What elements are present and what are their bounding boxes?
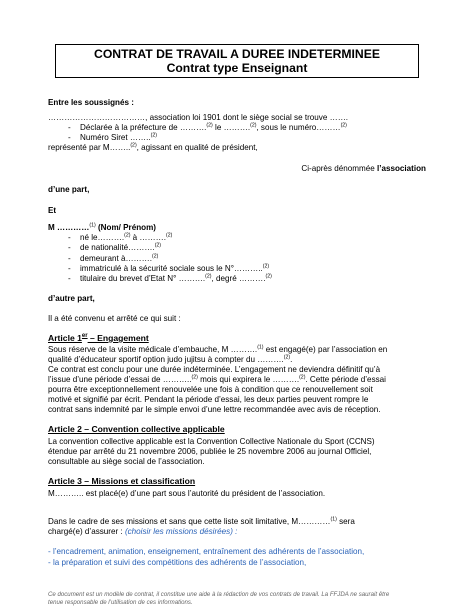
nationality-line: - de nationalité……….$^{(2)}$ <box>68 242 162 252</box>
prefecture-text: Déclarée à la préfecture de ……….$^{(2)}$ le ……….$^{(2)}$, sous le numéro………$^{(2)}$ <box>80 122 347 132</box>
social-security-line: - immatriculé à la sécurité sociale sous le N°………..$^{(2)}$ <box>68 263 270 273</box>
article-2-line-1: La convention collective applicable est la Convention Collective Nationale du Sport (CCNS) <box>48 437 375 446</box>
contract-subtitle: Contrat type Enseignant <box>166 61 308 75</box>
diploma-line: - titulaire du brevet d’Etat N° ……….$^{(2)}$, degré ……….$^{(2)}$ <box>68 273 272 283</box>
mission-item-2: - la préparation et suivi des compétitions des adhérents de l’association, <box>48 558 307 567</box>
siret-line: - Numéro Siret ……..$^{(2)}$ <box>68 132 157 142</box>
article-3-line-3: chargé(e) d’assurer : (choisir les missions désirées) : <box>48 527 238 536</box>
footer-disclaimer: Ce document est un modèle de contrat, il constitue une aide à la rédaction de vos contrats de travail. La FFJDA ne saurait être tenue responsable de l’utilisation de ces informations. <box>48 591 390 606</box>
contract-title: CONTRAT DE TRAVAIL A DUREE INDETERMINEE <box>94 47 380 61</box>
article-3-line-2: Dans le cadre de ses missions et sans que cette liste soit limitative, M…………$^{(1)}$ sera <box>48 516 355 526</box>
article-1-line-3: Ce contrat est conclu pour une durée indéterminée. L’engagement ne deviendra définitif qu’à <box>48 365 381 374</box>
article-3-title: Article 3 – Missions et classification <box>48 476 196 486</box>
parties-heading: Entre les soussignés : <box>48 98 134 107</box>
et-label: Et <box>48 206 57 215</box>
article-1-line-4: l’issue d’une période d’essai de ………..$^{(2)}$ mois qui expirera le ……….$^{(2)}$. Cette période d’essai <box>48 374 386 384</box>
mission-item-1: - l’encadrement, animation, enseignement, entraînement des adhérents de l’association, <box>48 547 365 556</box>
representative-line: représenté par M……..$^{(2)}$, agissant en qualité de président, <box>48 142 258 152</box>
article-1-title: Article 1er – Engagement <box>48 333 149 343</box>
birth-line: - né le……….$^{(2)}$ à ……….$^{(2)}$ <box>68 232 173 242</box>
title-box <box>55 44 419 78</box>
article-2-line-2: étendue par arrêté du 21 novembre 2006, publiée le 25 novembre 2006 au journal Officiel, <box>48 447 372 456</box>
prefecture-line <box>68 122 347 133</box>
bullet-dash: - <box>68 123 71 132</box>
article-1-line-7: contrat sans indemnité par le simple envoi d’une lettre recommandée avec avis de réception. <box>48 405 381 414</box>
une-part: d’une part, <box>48 185 90 194</box>
article-1-line-5: pourra être exceptionnellement renouvelée une fois à condition que ce renouvellement soit <box>48 385 373 394</box>
article-3-line-1: M……….. est placé(e) d’une part sous l’autorité du président de l’association. <box>48 489 326 498</box>
address-line: - demeurant à……….$^{(2)}$ <box>68 253 159 263</box>
article-1-line-1: Sous réserve de la visite médicale d’embauche, M ……….$^{(1)}$ est engagé(e) par l’association en <box>48 344 388 354</box>
bullet-dash: - <box>68 133 71 142</box>
article-1-line-6: motivé et signifié par écrit. Pendant la période d’essai, les deux parties peuvent rompre le <box>48 395 369 404</box>
article-2-line-3: consultable au siège social de l’association. <box>48 457 205 466</box>
employee-name-line: M …………$^{(1)}$ (Nom/ Prénom) <box>48 222 156 232</box>
article-1-line-2: qualité d’éducateur sportif option judo jujitsu à compter du ……….$^{(2)}$. <box>48 354 293 364</box>
autre-part: d’autre part, <box>48 294 95 303</box>
association-line: ………………………………, association loi 1901 dont le siège social se trouve ……. <box>48 113 349 122</box>
article-2-title: Article 2 – Convention collective applicable <box>48 424 225 434</box>
agreement-line: Il a été convenu et arrêté ce qui suit : <box>48 314 181 323</box>
ci-apres-line: Ci-après dénommée l’association <box>301 164 426 173</box>
